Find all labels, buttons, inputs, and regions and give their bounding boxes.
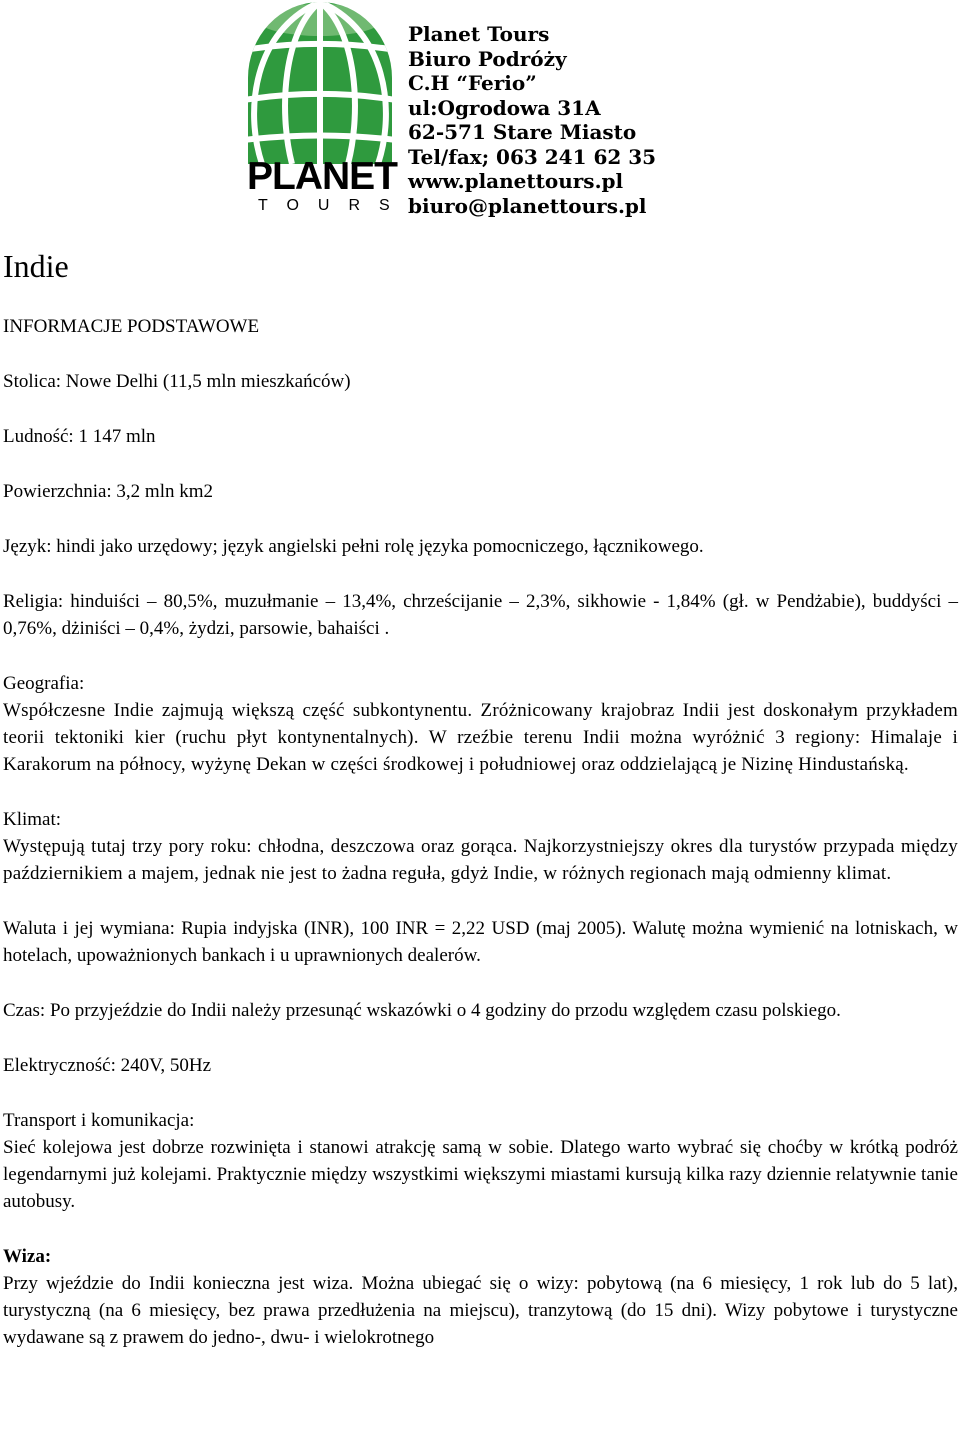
area-line: Powierzchnia: 3,2 mln km2 — [3, 481, 214, 502]
logo-subtitle: TOURS — [258, 197, 409, 214]
time-paragraph: Czas: Po przyjeździe do Indii należy przesunąć wskazówki o 4 godziny do przodu względem czasu polskiego. — [3, 1000, 841, 1021]
religion-paragraph: Religia: hinduiści – 80,5%, muzułmanie – 13,4%, chrześcijanie – 2,3%, sikhowie - 1,84% (gł. w Pendżabie), buddyści – 0,76%, dżiniści – 0,4%, żydzi, parsowie, bahaiści . — [3, 591, 958, 639]
visa-heading — [3, 1243, 958, 1270]
agency-website: www.planettours.pl — [408, 169, 624, 193]
agency-type: Biuro Podróży — [408, 46, 567, 71]
agency-city: 62-571 Stare Miasto — [408, 120, 637, 144]
capital-line: Stolica: Nowe Delhi (11,5 mln mieszkańców) — [3, 371, 351, 392]
agency-contact-block — [408, 22, 768, 218]
geography-paragraph: Współczesne Indie zajmują większą część subkontynentu. Zróżnicowany krajobraz Indii jest doskonałym przykładem teorii tektoniki kier (ruchu płyt kontynentalnych). W rzeźbie terenu Indii można wyróżnić 3 regiony: Himalaje i Karakorum na północy, wyżynę Dekan w części środkowej i południowej oraz oddzielającą je Nizinę Hindustańską. — [3, 700, 958, 775]
visa-heading-text: Wiza: — [3, 1246, 52, 1267]
agency-street: ul:Ogrodowa 31A — [408, 95, 601, 120]
language-line: Język: hindi jako urzędowy; język angielski pełni rolę języka pomocniczego, łącznikowego. — [3, 536, 704, 557]
document-body — [3, 313, 958, 1351]
climate-paragraph: Występują tutaj trzy pory roku: chłodna, deszczowa oraz gorąca. Najkorzystniejszy okres dla turystów przypada między październikiem a majem, jednak nie jest to żadna reguła, gdyż Indie, w różnych regionach mają odmienny klimat. — [3, 836, 958, 884]
basic-info-heading: INFORMACJE PODSTAWOWE — [3, 316, 260, 337]
visa-paragraph: Przy wjeździe do Indii konieczna jest wiza. Można ubiegać się o wizy: pobytową (na 6 miesięcy, 1 rok lub do 5 lat), turystyczną (na 6 miesięcy, bez prawa przedłużenia na miejscu), tranzytową (do 15 dni). Wizy pobytowe i turystyczne wydawane są z prawem do jedno-, dwu- i wielokrotnego — [3, 1273, 958, 1348]
transport-paragraph: Sieć kolejowa jest dobrze rozwinięta i stanowi atrakcję samą w sobie. Dlatego warto wybrać się choćby w krótką podróż legendarnymi już kolejami. Praktycznie między wszystkimi większymi miastami kursują kilka razy dziennie relatywnie tanie autobusy. — [3, 1137, 958, 1212]
page-title: Indie — [3, 248, 69, 284]
geography-heading: Geografia: — [3, 673, 85, 694]
transport-heading: Transport i komunikacja: — [3, 1110, 195, 1131]
agency-phone: Tel/fax; 063 241 62 35 — [408, 144, 657, 169]
electricity-line: Elektryczność: 240V, 50Hz — [3, 1055, 212, 1076]
logo-wordmark: PLANET — [247, 155, 397, 198]
agency-mall: C.H “Ferio” — [408, 71, 537, 95]
climate-heading: Klimat: — [3, 809, 62, 830]
planet-tours-globe-logo — [244, 0, 396, 164]
agency-name: Planet Tours — [408, 22, 550, 46]
population-line: Ludność: 1 147 mln — [3, 426, 156, 447]
currency-paragraph: Waluta i jej wymiana: Rupia indyjska (INR), 100 INR = 2,22 USD (maj 2005). Walutę można wymienić na lotniskach, w hotelach, upoważnionych bankach i u uprawnionych dealerów. — [3, 918, 958, 966]
agency-email: biuro@planettours.pl — [408, 193, 647, 218]
